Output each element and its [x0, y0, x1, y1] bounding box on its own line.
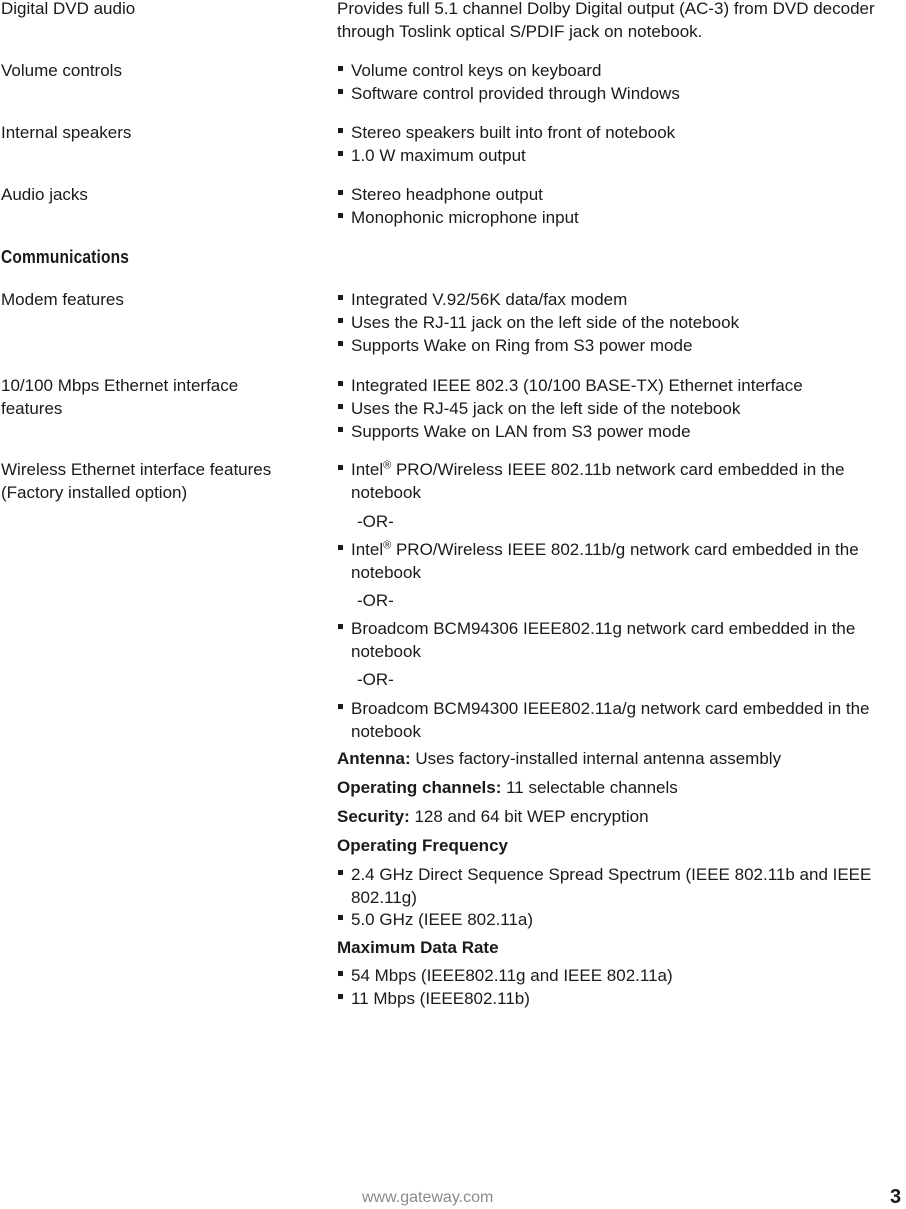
channels-line: Operating channels: 11 selectable channels	[337, 778, 678, 797]
audio-jacks-label: Audio jacks	[1, 185, 88, 204]
or-separator: -OR-	[357, 670, 394, 689]
dvd-audio-label: Digital DVD audio	[1, 0, 136, 18]
list-item: Intel® PRO/Wireless IEEE 802.11b network card embedded in the notebook	[337, 458, 906, 504]
list-item: 1.0 W maximum output	[337, 144, 906, 167]
list-item: 54 Mbps (IEEE802.11g and IEEE 802.11a)	[337, 964, 906, 987]
ethernet-label-line1: 10/100 Mbps Ethernet interface	[1, 376, 239, 395]
list-item: 2.4 GHz Direct Sequence Spread Spectrum (IEEE 802.11b and IEEE 802.11g)	[337, 863, 906, 909]
page-number: 3	[890, 1186, 902, 1208]
dvd-audio-description: Provides full 5.1 channel Dolby Digital output (AC-3) from DVD decoder through Toslink optical S/PDIF jack on notebook.	[337, 0, 875, 41]
list-item: Stereo speakers built into front of notebook	[337, 121, 906, 144]
registered-mark: ®	[383, 459, 392, 472]
wireless-label-line1: Wireless Ethernet interface features	[1, 460, 272, 479]
list-item: 11 Mbps (IEEE802.11b)	[337, 987, 906, 1010]
modem-features-label: Modem features	[1, 290, 124, 309]
list-item: Uses the RJ-11 jack on the left side of the notebook	[337, 311, 906, 334]
list-item: Broadcom BCM94300 IEEE802.11a/g network card embedded in the notebook	[337, 697, 906, 743]
list-item: Supports Wake on Ring from S3 power mode	[337, 334, 906, 357]
list-item: Stereo headphone output	[337, 183, 906, 206]
list-item: Monophonic microphone input	[337, 206, 906, 229]
wireless-label	[1, 458, 321, 504]
frequency-heading: Operating Frequency	[337, 836, 508, 855]
data-rate-heading: Maximum Data Rate	[337, 938, 499, 957]
list-item: Integrated V.92/56K data/fax modem	[337, 288, 906, 311]
list-item: 5.0 GHz (IEEE 802.11a)	[337, 908, 906, 931]
footer-url: www.gateway.com	[362, 1189, 494, 1206]
ethernet-label	[1, 374, 321, 420]
security-line: Security: 128 and 64 bit WEP encryption	[337, 807, 649, 826]
registered-mark: ®	[383, 539, 392, 552]
list-item: Broadcom BCM94306 IEEE802.11g network card embedded in the notebook	[337, 617, 906, 663]
list-item: Uses the RJ-45 jack on the left side of the notebook	[337, 397, 906, 420]
list-item: Software control provided through Windows	[337, 82, 906, 105]
or-separator: -OR-	[357, 591, 394, 610]
internal-speakers-label: Internal speakers	[1, 123, 132, 142]
volume-controls-label: Volume controls	[1, 61, 122, 80]
wireless-label-line2: (Factory installed option)	[1, 483, 188, 502]
antenna-line: Antenna: Uses factory-installed internal antenna assembly	[337, 749, 782, 768]
list-item: Volume control keys on keyboard	[337, 59, 906, 82]
ethernet-label-line2: features	[1, 399, 63, 418]
list-item: Supports Wake on LAN from S3 power mode	[337, 420, 906, 443]
list-item: Integrated IEEE 802.3 (10/100 BASE-TX) Ethernet interface	[337, 374, 906, 397]
section-heading: Communications	[1, 247, 129, 267]
list-item: Intel® PRO/Wireless IEEE 802.11b/g network card embedded in the notebook	[337, 538, 906, 584]
or-separator: -OR-	[357, 512, 394, 531]
